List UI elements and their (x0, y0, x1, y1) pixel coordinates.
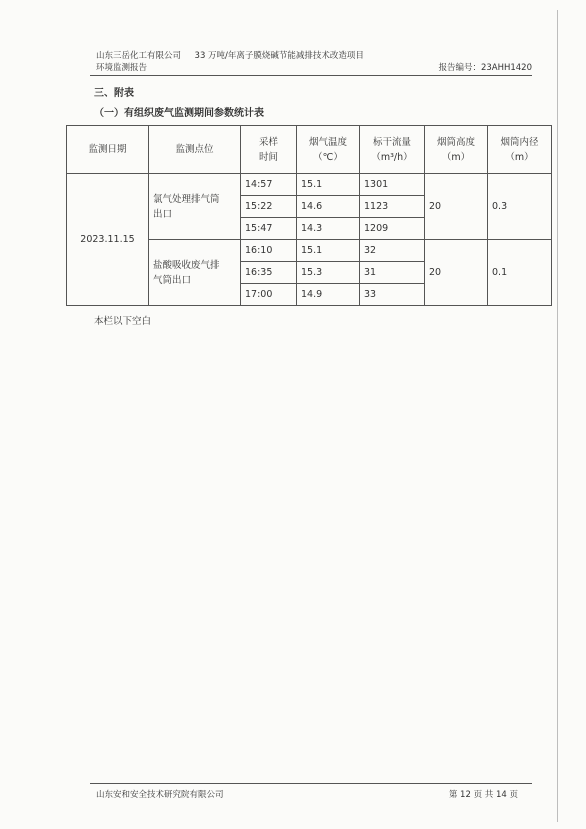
cell-temperature: 14.9 (297, 284, 360, 306)
section-title: 三、附表 (94, 88, 134, 99)
col-header-flow: 标干流量 （m³/h） (360, 126, 425, 174)
col-header-height: 烟筒高度 （m） (425, 126, 488, 174)
col-header-date: 监测日期 (67, 126, 149, 174)
cell-time: 15:47 (241, 218, 297, 240)
cell-temperature: 14.6 (297, 196, 360, 218)
exhaust-parameter-table (66, 125, 552, 306)
cell-time: 15:22 (241, 196, 297, 218)
footer-divider (90, 783, 532, 784)
cell-temperature: 15.1 (297, 174, 360, 196)
page-header (96, 50, 532, 74)
cell-point: 盐酸吸收废气排 气筒出口 (149, 240, 241, 306)
cell-flow: 1301 (360, 174, 425, 196)
col-header-time: 采样 时间 (241, 126, 297, 174)
cell-flow: 32 (360, 240, 425, 262)
col-header-temperature: 烟气温度 （℃） (297, 126, 360, 174)
cell-temperature: 15.1 (297, 240, 360, 262)
cell-temperature: 15.3 (297, 262, 360, 284)
header-company: 山东三岳化工有限公司 (96, 51, 182, 61)
cell-flow: 31 (360, 262, 425, 284)
page-edge-line (557, 10, 558, 822)
cell-point: 氯气处理排气筒 出口 (149, 174, 241, 240)
cell-height: 20 (425, 240, 488, 306)
cell-time: 14:57 (241, 174, 297, 196)
cell-diameter: 0.3 (488, 174, 552, 240)
table-title: （一）有组织废气监测期间参数统计表 (94, 108, 264, 119)
cell-height: 20 (425, 174, 488, 240)
table-header-row (67, 126, 552, 174)
footer-institute: 山东安和安全技术研究院有限公司 (96, 790, 224, 800)
cell-diameter: 0.1 (488, 240, 552, 306)
page-footer (96, 788, 518, 800)
cell-date: 2023.11.15 (67, 174, 149, 306)
cell-flow: 1123 (360, 196, 425, 218)
cell-time: 17:00 (241, 284, 297, 306)
col-header-diameter: 烟筒内径 （m） (488, 126, 552, 174)
header-divider (90, 75, 532, 76)
footer-page-number: 第 12 页 共 14 页 (448, 790, 518, 800)
col-header-point: 监测点位 (149, 126, 241, 174)
header-report-number: 报告编号：23AHH1420 (438, 63, 532, 73)
cell-temperature: 14.3 (297, 218, 360, 240)
table-row (67, 174, 552, 196)
cell-time: 16:35 (241, 262, 297, 284)
cell-flow: 1209 (360, 218, 425, 240)
cell-flow: 33 (360, 284, 425, 306)
cell-time: 16:10 (241, 240, 297, 262)
header-doc-title: 环境监测报告 (96, 63, 148, 73)
header-project: 33 万吨/年离子膜烧碱节能减排技术改造项目 (194, 51, 364, 61)
blank-below-note: 本栏以下空白 (94, 316, 152, 327)
